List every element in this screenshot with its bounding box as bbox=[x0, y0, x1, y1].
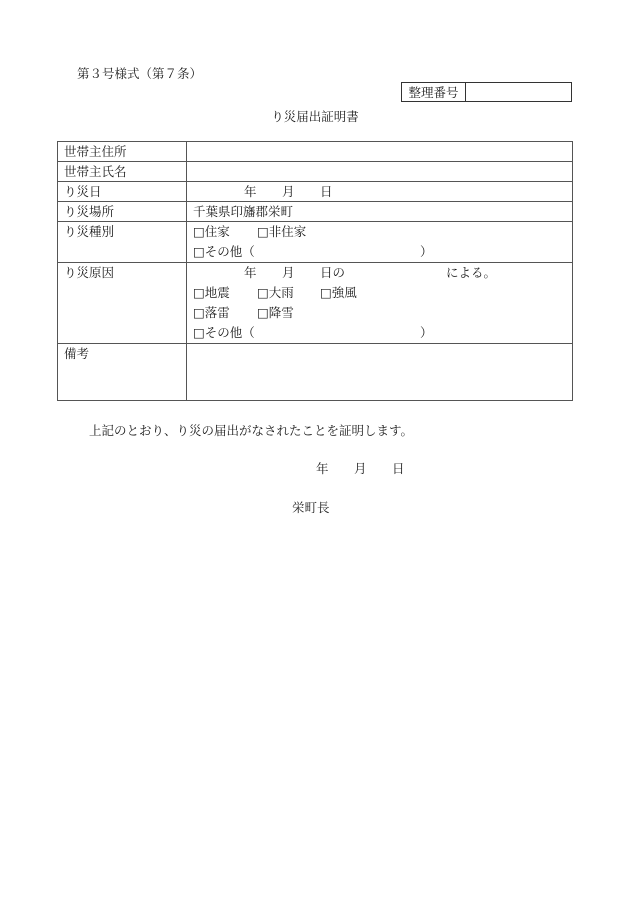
certificate-table bbox=[57, 141, 573, 401]
disaster-place-field[interactable]: 千葉県印旛郡栄町 bbox=[187, 202, 573, 222]
type-other-close: ） bbox=[420, 244, 433, 259]
date-day-text: 日 bbox=[320, 184, 333, 199]
checkbox-dwelling[interactable]: □住家 bbox=[193, 224, 230, 239]
issue-year-text: 年 bbox=[316, 461, 329, 476]
checkbox-lightning[interactable]: □落雷 bbox=[193, 305, 230, 320]
cause-other-close: ） bbox=[420, 325, 433, 340]
disaster-type-options bbox=[187, 222, 573, 263]
form-number-label: 第３号様式（第７条） bbox=[77, 66, 203, 81]
householder-name-field[interactable] bbox=[187, 162, 573, 182]
remarks-field[interactable] bbox=[187, 344, 573, 401]
table-row bbox=[58, 182, 573, 202]
checkbox-type-other[interactable]: □その他（ bbox=[193, 244, 255, 259]
cause-by-text: による。 bbox=[446, 265, 497, 280]
disaster-type-label: り災種別 bbox=[58, 222, 187, 263]
issue-day-text: 日 bbox=[392, 461, 405, 476]
checkbox-snowfall[interactable]: □降雪 bbox=[257, 305, 294, 320]
table-row bbox=[58, 142, 573, 162]
table-row bbox=[58, 263, 573, 344]
certification-statement: 上記のとおり、り災の届出がなされたことを証明します。 bbox=[89, 423, 414, 438]
table-row bbox=[58, 222, 573, 263]
date-month-text: 月 bbox=[282, 184, 295, 199]
document-title: り災届出証明書 bbox=[271, 109, 359, 124]
checkbox-non-dwelling[interactable]: □非住家 bbox=[257, 224, 307, 239]
cause-year-text: 年 bbox=[244, 265, 257, 280]
reference-number-field[interactable] bbox=[466, 83, 571, 101]
checkbox-strong-wind[interactable]: □強風 bbox=[320, 285, 357, 300]
checkbox-heavy-rain[interactable]: □大雨 bbox=[257, 285, 294, 300]
table-row bbox=[58, 162, 573, 182]
disaster-date-label: り災日 bbox=[58, 182, 187, 202]
table-row bbox=[58, 344, 573, 401]
checkbox-earthquake[interactable]: □地震 bbox=[193, 285, 230, 300]
householder-address-label: 世帯主住所 bbox=[58, 142, 187, 162]
householder-address-field[interactable] bbox=[187, 142, 573, 162]
disaster-cause-label: り災原因 bbox=[58, 263, 187, 344]
issuer-title: 栄町長 bbox=[292, 500, 330, 515]
reference-number-label: 整理番号 bbox=[402, 83, 466, 101]
disaster-date-field[interactable] bbox=[187, 182, 573, 202]
householder-name-label: 世帯主氏名 bbox=[58, 162, 187, 182]
disaster-cause-options bbox=[187, 263, 573, 344]
remarks-label: 備考 bbox=[58, 344, 187, 401]
date-year-text: 年 bbox=[244, 184, 257, 199]
cause-day-text: 日の bbox=[320, 265, 346, 280]
reference-number-box bbox=[401, 82, 572, 102]
checkbox-cause-other[interactable]: □その他（ bbox=[193, 325, 255, 340]
cause-month-text: 月 bbox=[282, 265, 295, 280]
disaster-place-label: り災場所 bbox=[58, 202, 187, 222]
issue-month-text: 月 bbox=[354, 461, 367, 476]
table-row bbox=[58, 202, 573, 222]
